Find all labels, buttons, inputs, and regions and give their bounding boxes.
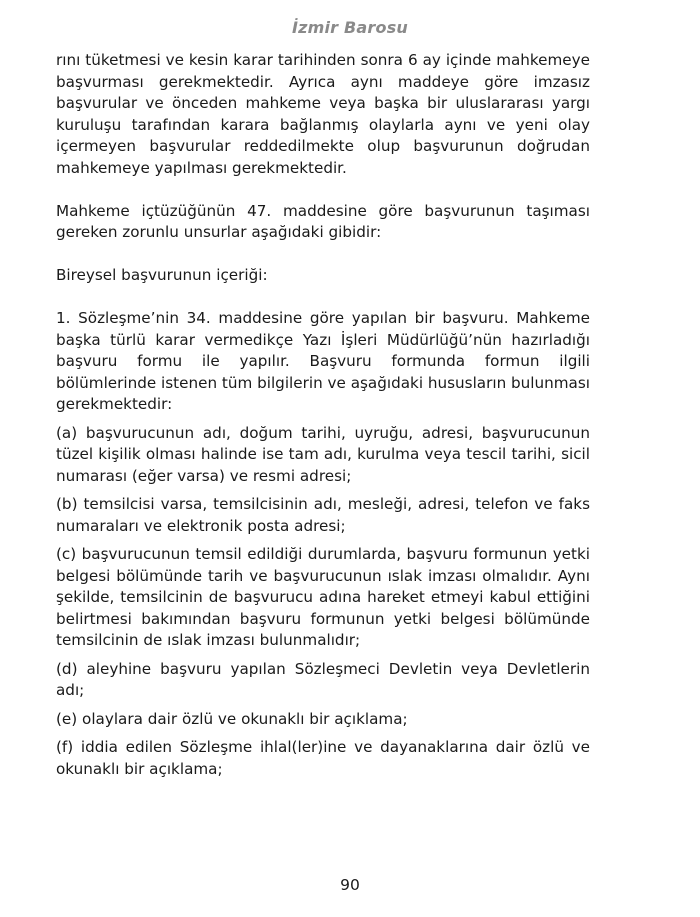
list-item-e: (e) olaylara dair özlü ve okunaklı bir açıklama; (56, 709, 408, 728)
list-item-f: (f) iddia edilen Sözleşme ihlal(ler)ine ve dayanaklarına dair özlü ve okunaklı bir açıklama; (56, 738, 590, 778)
list-item-a: (a) başvurucunun adı, doğum tarihi, uyruğu, adresi, başvurucunun tüzel kişilik olması halinde ise tam adı, kurulma veya tescil tarihi, sicil numarası (eğer varsa) ve resmi adresi; (56, 423, 590, 485)
list-item-d: (d) aleyhine başvuru yapılan Sözleşmeci Devletin veya Devletlerin adı; (56, 659, 590, 699)
running-header: İzmir Barosu (291, 18, 409, 37)
page-body (56, 50, 590, 780)
paragraph-subheading: Bireysel başvurunun içeriği: (56, 266, 268, 284)
list-item-b: (b) temsilcisi varsa, temsilcisinin adı, mesleği, adresi, telefon ve faks numaraları ve elektronik posta adresi; (56, 495, 590, 535)
list-item-c: (c) başvurucunun temsil edildiği durumlarda, başvuru formunun yetki belgesi bölümünde tarih ve başvurucunun ıslak imzası olmalıdır. Aynı şekilde, temsilcinin de başvurucu adına hareket etmeyi kabul ettiğini belirtmesi bakımından başvuru formunun yetki belgesi bölümünde temsilcinin de ıslak imzası bulunmalıdır; (56, 545, 590, 649)
paragraph-item-1: 1. Sözleşme’nin 34. maddesine göre yapılan bir başvuru. Mahkeme başka türlü karar vermedikçe Yazı İşleri Müdürlüğü’nün hazırladığı başvuru formu ile yapılır. Başvuru formunda formun ilgili bölümlerinde istenen tüm bilgilerin ve aşağıdaki hususların bulunması gerekmektedir: (56, 309, 590, 413)
paragraph-continuation: rını tüketmesi ve kesin karar tarihinden sonra 6 ay içinde mahkemeye başvurması gerekmektedir. Ayrıca aynı maddeye göre imzasız başvurular ve önceden mahkeme veya başka bir uluslararası yargı kuruluşu tarafından karara bağlanmış olaylarla aynı ve yeni olay içermeyen başvurular reddedilmekte olup başvurunun doğrudan mahkemeye yapılması gerekmektedir. (56, 51, 590, 177)
page-number: 90 (340, 876, 360, 894)
paragraph-article-47: Mahkeme içtüzüğünün 47. maddesine göre başvurunun taşıması gereken zorunlu unsurlar aşağıdaki gibidir: (56, 201, 590, 241)
